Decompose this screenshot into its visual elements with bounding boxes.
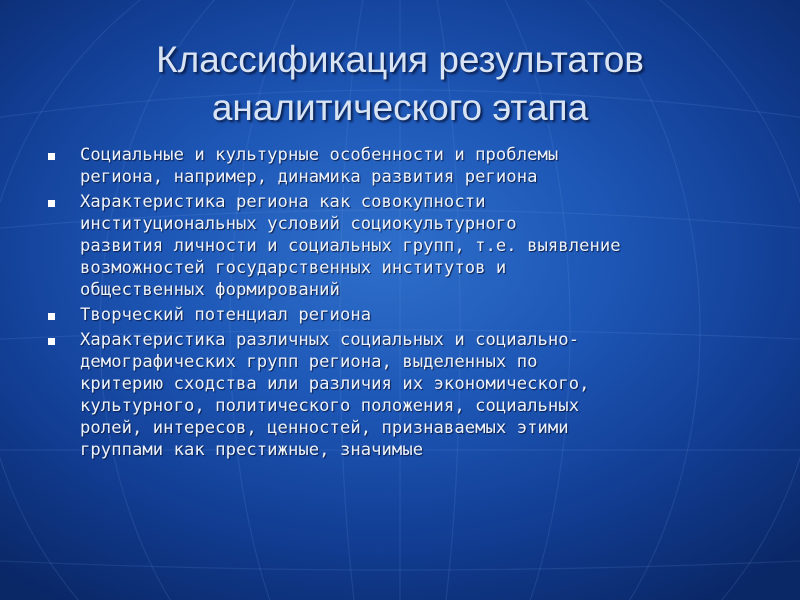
bullet-list [46,144,766,464]
bullet-line: Социальные и культурные особенности и проблемы [80,145,559,165]
bullet-item [46,191,766,301]
square-bullet-icon [48,200,55,207]
bullet-line: группами как престижные, значимые [80,440,424,460]
slide-title-line-2: аналитического этапа [211,87,589,128]
bullet-line: региона, например, динамика развития региона [80,167,538,187]
bullet-item [46,144,766,188]
bullet-line: развития личности и социальных групп, т.е. выявление [80,236,621,256]
square-bullet-icon [48,338,55,345]
bullet-line: критерию сходства или различия их экономического, [80,374,590,394]
bullet-line: Творческий потенциал региона [80,305,372,325]
bullet-line: институциональных условий социокультурного [80,214,517,234]
bullet-line: демографических групп региона, выделенных по [80,352,538,372]
bullet-item [46,329,766,461]
slide-title-line-1: Классификация результатов [156,39,644,80]
slide-title [40,36,760,132]
bullet-line: общественных формирований [80,280,340,300]
bullet-line: возможностей государственных институтов и [80,258,507,278]
square-bullet-icon [48,313,55,320]
bullet-line: ролей, интересов, ценностей, признаваемых этими [80,418,569,438]
bullet-line: Характеристика региона как совокупности [80,192,486,212]
square-bullet-icon [48,153,55,160]
bullet-line: культурного, политического положения, социальных [80,396,580,416]
bullet-item [46,304,766,326]
bullet-line: Характеристика различных социальных и социально- [80,330,580,350]
